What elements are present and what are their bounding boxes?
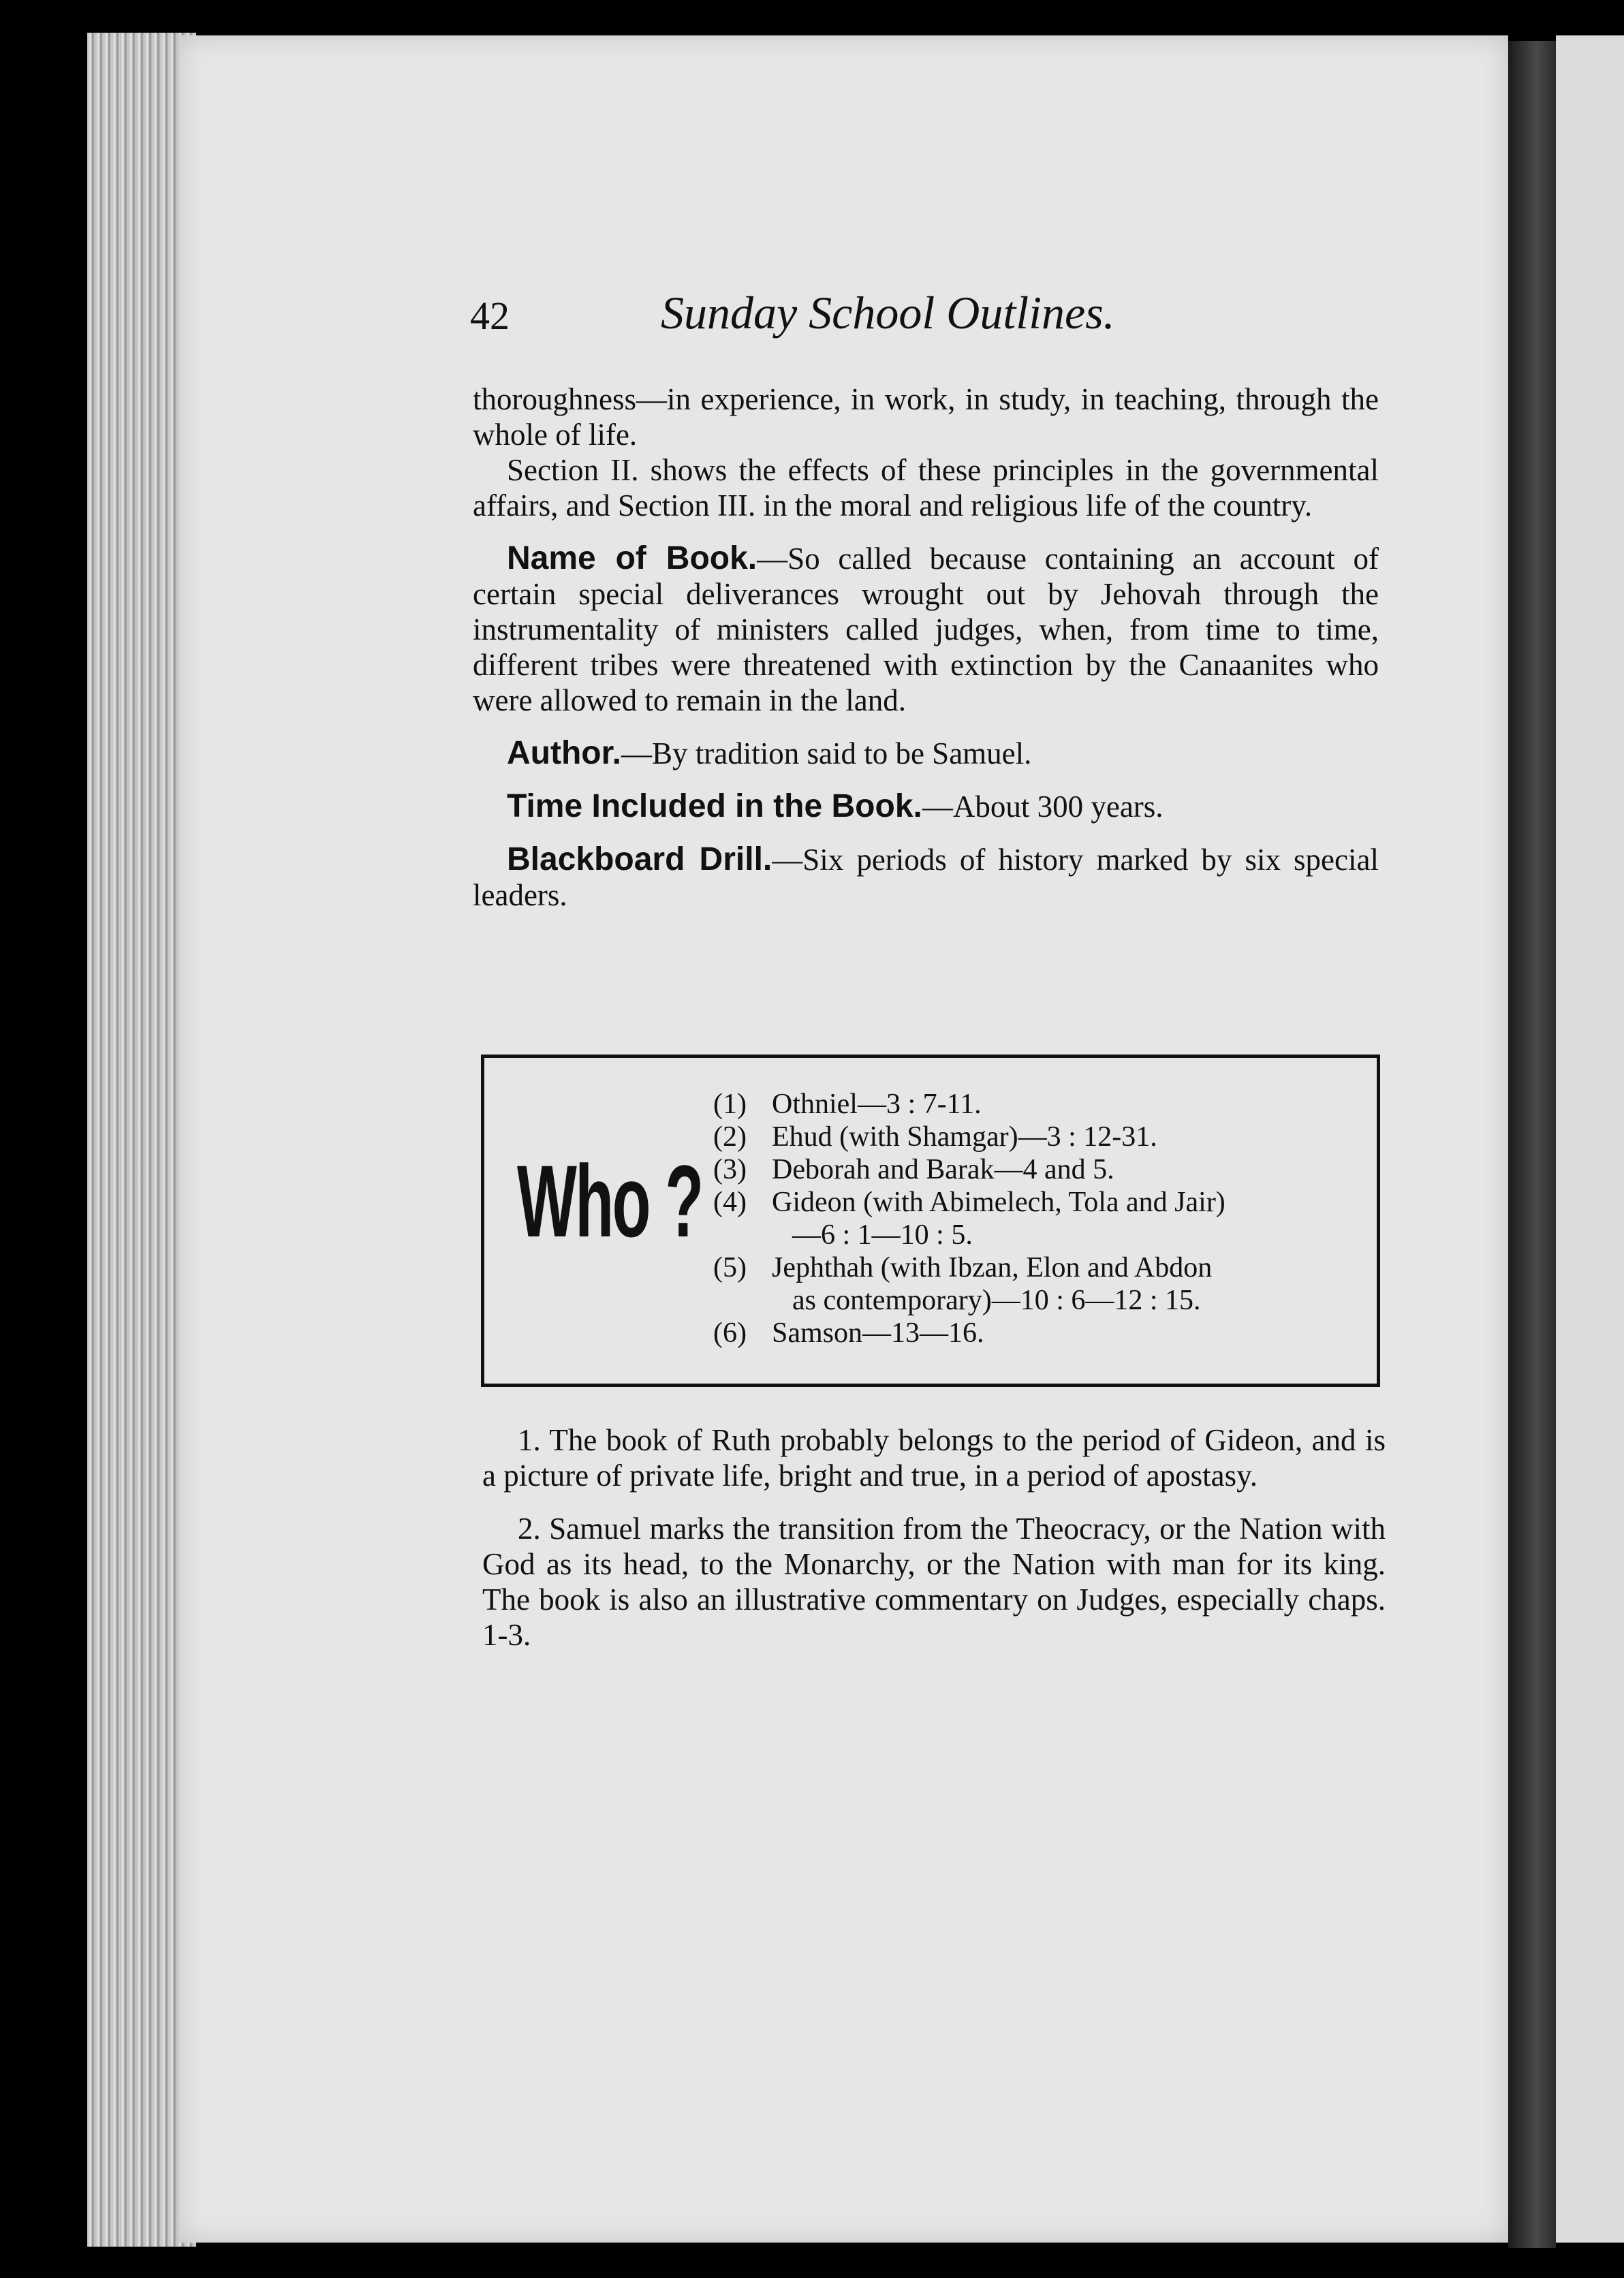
leader-number: (5) <box>713 1252 747 1283</box>
leader-item <box>713 1153 1367 1186</box>
heading-name-of-book: Name of Book. <box>507 540 758 576</box>
heading-blackboard-drill: Blackboard Drill. <box>507 841 772 877</box>
blackboard-drill-box <box>481 1055 1380 1387</box>
leader-number: (2) <box>713 1121 747 1153</box>
leader-item <box>713 1088 1367 1121</box>
leader-item <box>713 1317 1367 1349</box>
leader-text: Ehud (with Shamgar)—3 : 12-31. <box>772 1121 1157 1153</box>
who-label: Who ? <box>517 1144 702 1258</box>
note-samuel: 2. Samuel marks the transition from the Theocracy, or the Nation with God as its head, to the Monarchy, or the Nation with man for its king. The book is also an illustrative commentary on Judges, especially chaps. 1-3. <box>482 1512 1386 1652</box>
leader-number: (4) <box>713 1187 747 1218</box>
section-blackboard-drill <box>473 842 1379 913</box>
leader-text: Samson—13—16. <box>772 1317 984 1349</box>
spine-shadow <box>1508 41 1556 2248</box>
leader-text: Othniel—3 : 7-11. <box>772 1089 982 1120</box>
heading-time-included: Time Included in the Book. <box>507 788 922 824</box>
notes <box>482 1422 1386 1653</box>
leader-list <box>713 1088 1367 1349</box>
text-time-included: —About 300 years. <box>922 790 1164 824</box>
leader-text: Gideon (with Abimelech, Tola and Jair) —6 : 1—10 : 5. <box>772 1186 1367 1251</box>
leader-item <box>713 1251 1367 1317</box>
section-time-included <box>473 789 1379 824</box>
next-page-edge <box>1556 35 1624 2243</box>
leader-item <box>713 1121 1367 1153</box>
text-name-of-book: —So called because containing an account of certain special deliverances wrought out by Jehovah through the instrumentality of ministers called judges, when, from time to time, different tribes were threatened with extinction by the Canaanites who were allowed to remain in the land. <box>473 542 1379 717</box>
text-blackboard-drill: —Six periods of history marked by six special leaders. <box>473 843 1379 912</box>
leader-number: (1) <box>713 1089 747 1120</box>
section-name-of-book <box>473 541 1379 718</box>
running-title: Sunday School Outlines. <box>661 287 1115 339</box>
leader-number: (6) <box>713 1317 747 1349</box>
note-ruth: 1. The book of Ruth probably belongs to the period of Gideon, and is a picture of private life, bright and true, in a period of apostasy. <box>482 1423 1386 1493</box>
text-author: —By tradition said to be Samuel. <box>621 736 1032 770</box>
heading-author: Author. <box>507 735 621 771</box>
body-text <box>473 381 1379 913</box>
paragraph-sections: Section II. shows the effects of these principles in the governmental affairs, and Section III. in the moral and religious life of the country. <box>473 453 1379 522</box>
paragraph-continuation: thoroughness—in experience, in work, in study, in teaching, through the whole of life. <box>473 382 1379 452</box>
leader-text-continuation: as contemporary)—10 : 6—12 : 15. <box>792 1285 1201 1316</box>
section-author <box>473 736 1379 771</box>
leader-number: (3) <box>713 1154 747 1185</box>
running-head <box>470 286 1390 347</box>
leader-text-continuation: —6 : 1—10 : 5. <box>792 1219 973 1251</box>
leader-text: Jephthah (with Ibzan, Elon and Abdon as contemporary)—10 : 6—12 : 15. <box>772 1251 1367 1317</box>
page-number: 42 <box>470 294 510 338</box>
leader-text: Deborah and Barak—4 and 5. <box>772 1154 1114 1185</box>
leader-item <box>713 1186 1367 1251</box>
